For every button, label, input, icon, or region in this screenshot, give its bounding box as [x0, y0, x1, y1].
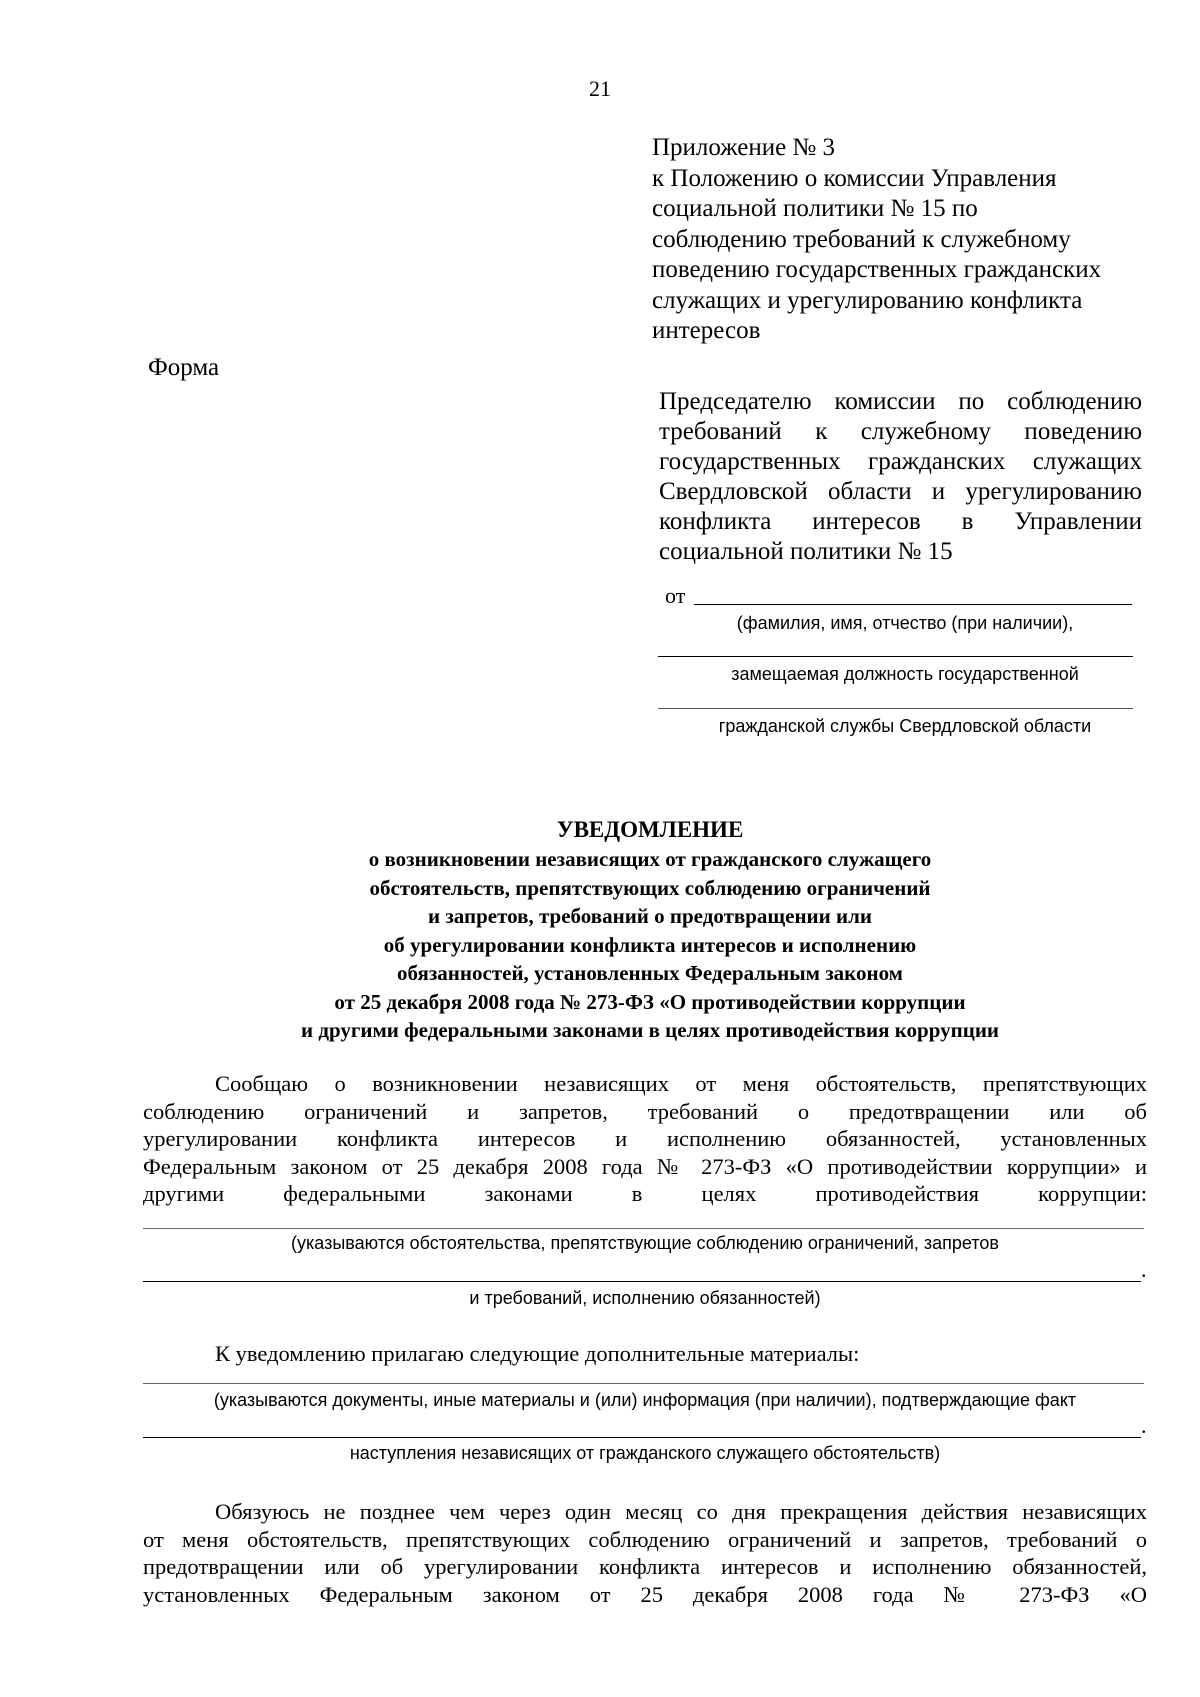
circumstances-field-line-1[interactable]	[143, 1228, 1144, 1229]
addressee-line: Председателю комиссии по соблюдению	[659, 388, 1142, 415]
circumstances-caption-1: (указываются обстоятельства, препятствующие соблюдению ограничений, запретов	[291, 1233, 999, 1253]
addressee-line: Свердловской области и урегулированию	[659, 478, 1142, 505]
title-line: обстоятельств, препятствующих соблюдению ограничений	[369, 875, 931, 900]
appendix-line: интересов	[652, 317, 761, 344]
appendix-line: Приложение № 3	[652, 134, 836, 161]
paragraph-line: от меня обстоятельств, препятствующих соблюдению ограничений и запретов, требований о	[143, 1526, 1147, 1552]
addressee-line: государственных гражданских служащих	[659, 448, 1142, 475]
service-caption: гражданской службы Свердловской области	[718, 716, 1092, 736]
addressee-block	[659, 387, 1142, 567]
line-period: .	[1141, 1257, 1147, 1282]
document-title	[150, 815, 1150, 1045]
paragraph-line: соблюдению ограничений и запретов, требований о предотвращении или об	[143, 1098, 1147, 1124]
title-line: о возникновении независящих от гражданского служащего	[368, 847, 932, 871]
circumstances-caption-2: и требований, исполнению обязанностей)	[469, 1288, 821, 1308]
paragraph-line: Обязуюсь не позднее чем через один месяц со дня прекращения действия независящих	[215, 1499, 1147, 1524]
materials-caption-1: (указываются документы, иные материалы и (или) информация (при наличии), подтверждающие факт	[213, 1390, 1077, 1410]
appendix-header	[652, 133, 1172, 347]
materials-field-line-2[interactable]	[143, 1437, 1141, 1438]
title-main: УВЕДОМЛЕНИЕ	[556, 817, 744, 842]
body-paragraph-2	[143, 1340, 1147, 1368]
service-field-line[interactable]	[658, 708, 1133, 709]
appendix-line: поведению государственных гражданских	[652, 256, 1102, 283]
position-field-line[interactable]	[658, 656, 1133, 657]
form-label: Форма	[148, 354, 220, 381]
addressee-line: конфликта интересов в Управлении	[659, 508, 1142, 535]
paragraph-line: другими федеральными законами в целях противодействия коррупции:	[143, 1181, 1147, 1206]
appendix-line: служащих и урегулированию конфликта	[652, 286, 1083, 314]
appendix-line: к Положению о комиссии Управления	[652, 164, 1057, 192]
name-caption: (фамилия, имя, отчество (при наличии),	[736, 613, 1074, 633]
line-period: .	[1141, 1413, 1147, 1438]
page-number: 21	[589, 76, 611, 101]
circumstances-field-line-2[interactable]	[143, 1281, 1141, 1282]
title-line: от 25 декабря 2008 года № 273-ФЗ «О противодействии коррупции	[334, 989, 966, 1014]
addressee-line: социальной политики № 15	[659, 538, 953, 565]
body-paragraph-1	[143, 1070, 1147, 1208]
appendix-line: соблюдению требований к служебному	[652, 225, 1071, 253]
paragraph-line: предотвращении или об урегулировании конфликта интересов и исполнению обязанностей,	[143, 1554, 1147, 1579]
paragraph-line: Федеральным законом от 25 декабря 2008 года № 273-ФЗ «О противодействии коррупции» и	[143, 1153, 1147, 1179]
title-line: и другими федеральными законами в целях противодействия коррупции	[300, 1018, 1000, 1042]
position-caption: замещаемая должность государственной	[731, 664, 1079, 684]
paragraph-line: урегулировании конфликта интересов и исполнению обязанностей, установленных	[143, 1126, 1147, 1151]
appendix-line: социальной политики № 15 по	[652, 195, 978, 222]
paragraph-line: установленных Федеральным законом от 25 декабря 2008 года № 273-ФЗ «О	[143, 1581, 1147, 1607]
addressee-line: требований к служебному поведению	[659, 418, 1142, 445]
paragraph-line: К уведомлению прилагаю следующие дополнительные материалы:	[215, 1341, 860, 1366]
materials-caption-2: наступления независящих от гражданского служащего обстоятельств)	[349, 1443, 941, 1463]
body-paragraph-3	[143, 1498, 1147, 1608]
paragraph-line: Сообщаю о возникновении независящих от меня обстоятельств, препятствующих	[215, 1071, 1147, 1096]
name-field-line[interactable]	[694, 604, 1132, 605]
title-line: об урегулировании конфликта интересов и исполнению	[383, 932, 917, 957]
from-label: от	[665, 583, 686, 608]
materials-field-line-1[interactable]	[143, 1383, 1144, 1384]
title-line: и запретов, требований о предотвращении или	[428, 904, 872, 928]
title-line: обязанностей, установленных Федеральным законом	[397, 961, 903, 985]
